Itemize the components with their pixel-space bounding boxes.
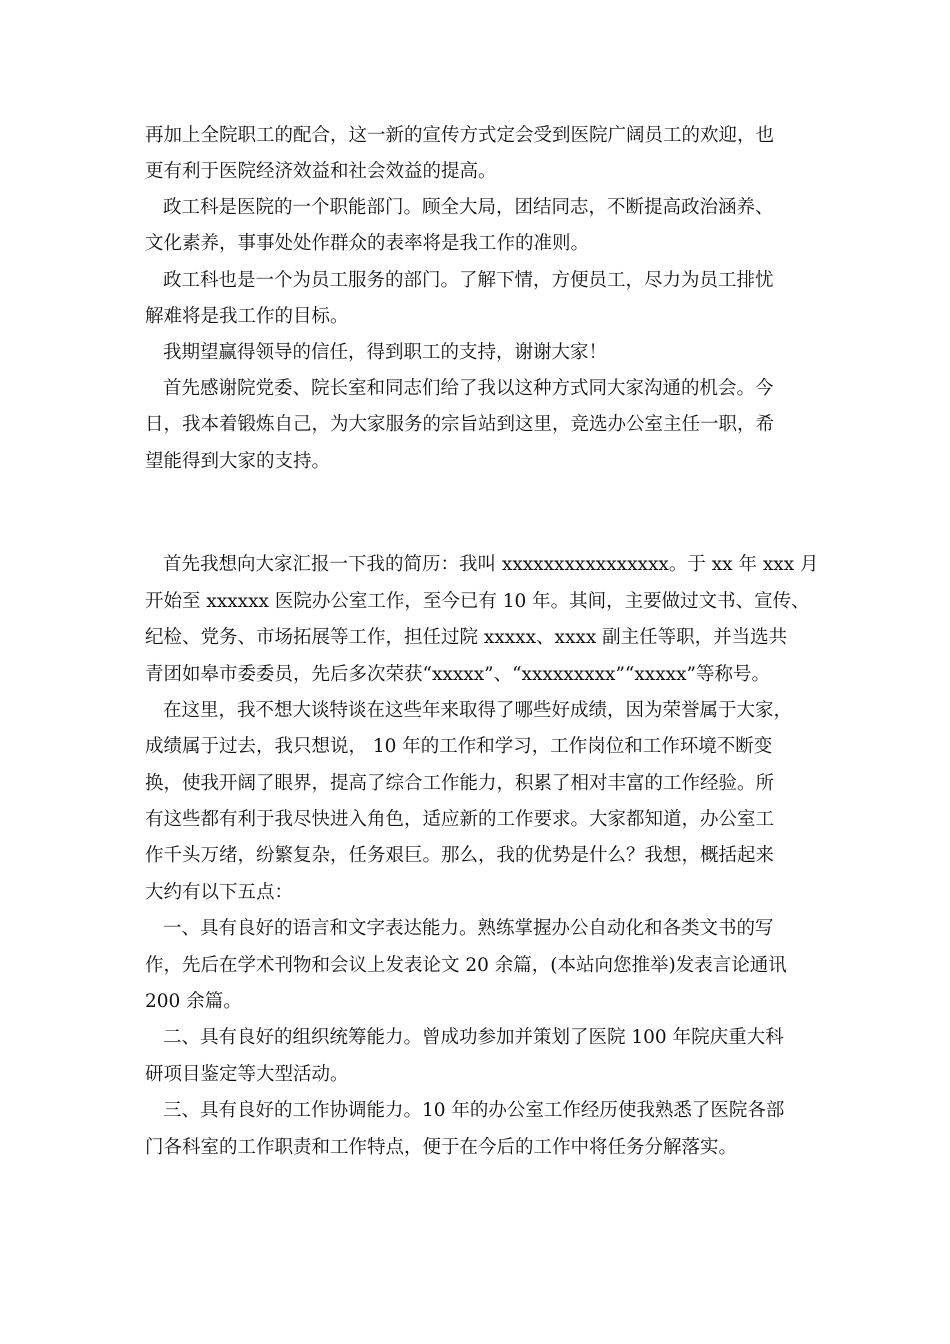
- text-line: 成绩属于过去，我只想说， 10 年的工作和学习，工作岗位和工作环境不断变: [145, 736, 773, 757]
- text-line: 作千头万绪，纷繁复杂，任务艰巨。那么，我的优势是什么？我想，概括起来: [145, 845, 775, 866]
- text-line: 望能得到大家的支持。: [145, 451, 331, 472]
- text-line: 开始至 xxxxxx 医院办公室工作，至今已有 10 年。其间，主要做过文书、宣传、: [145, 591, 810, 612]
- text-line: 纪检、党务、市场拓展等工作，担任过院 xxxxx、xxxx 副主任等职，并当选共: [145, 627, 788, 648]
- text-line: 200 余篇。: [145, 991, 242, 1012]
- text-line: 首先感谢院党委、院长室和同志们给了我以这种方式同大家沟通的机会。今: [163, 378, 774, 399]
- text-line: 政工科是医院的一个职能部门。顾全大局，团结同志，不断提高政治涵养、: [163, 197, 774, 218]
- text-line: 文化素养，事事处处作群众的表率将是我工作的准则。: [145, 233, 590, 254]
- text-line: 研项目鉴定等大型活动。: [145, 1064, 349, 1085]
- text-line: 日，我本着锻炼自己，为大家服务的宗旨站到这里，竞选办公室主任一职，希: [145, 414, 775, 435]
- text-line: 一、具有良好的语言和文字表达能力。熟练掌握办公自动化和各类文书的写: [163, 918, 774, 939]
- text-line: 三、具有良好的工作协调能力。10 年的办公室工作经历使我熟悉了医院各部: [163, 1100, 785, 1121]
- text-line: 解难将是我工作的目标。: [145, 306, 349, 327]
- text-line: 门各科室的工作职责和工作特点，便于在今后的工作中将任务分解落实。: [145, 1137, 738, 1158]
- text-line: 在这里，我不想大谈特谈在这些年来取得了哪些好成绩，因为荣誉属于大家，: [163, 700, 793, 721]
- text-line: 二、具有良好的组织统筹能力。曾成功参加并策划了医院 100 年院庆重大科: [163, 1027, 784, 1048]
- text-line: 青团如皋市委委员，先后多次荣获“xxxxx”、“xxxxxxxxx”“xxxxx”等称号。: [145, 664, 770, 685]
- text-line: 更有利于医院经济效益和社会效益的提高。: [145, 161, 497, 182]
- text-line: 首先我想向大家汇报一下我的简历：我叫 xxxxxxxxxxxxxxxx。于 xx 年 xxx 月: [163, 554, 819, 575]
- text-line: 作，先后在学术刊物和会议上发表论文 20 余篇，(本站向您推举)发表言论通讯: [145, 955, 787, 976]
- text-line: 换，使我开阔了眼界，提高了综合工作能力，积累了相对丰富的工作经验。所: [145, 773, 775, 794]
- text-line: 再加上全院职工的配合，这一新的宣传方式定会受到医院广阔员工的欢迎，也: [145, 125, 775, 146]
- text-line: 大约有以下五点：: [145, 882, 294, 903]
- text-line: 政工科也是一个为员工服务的部门。了解下情，方便员工，尽力为员工排忧: [163, 270, 774, 291]
- text-line: 我期望赢得领导的信任，得到职工的支持，谢谢大家！: [163, 342, 608, 363]
- text-line: 有这些都有利于我尽快进入角色，适应新的工作要求。大家都知道，办公室工: [145, 809, 775, 830]
